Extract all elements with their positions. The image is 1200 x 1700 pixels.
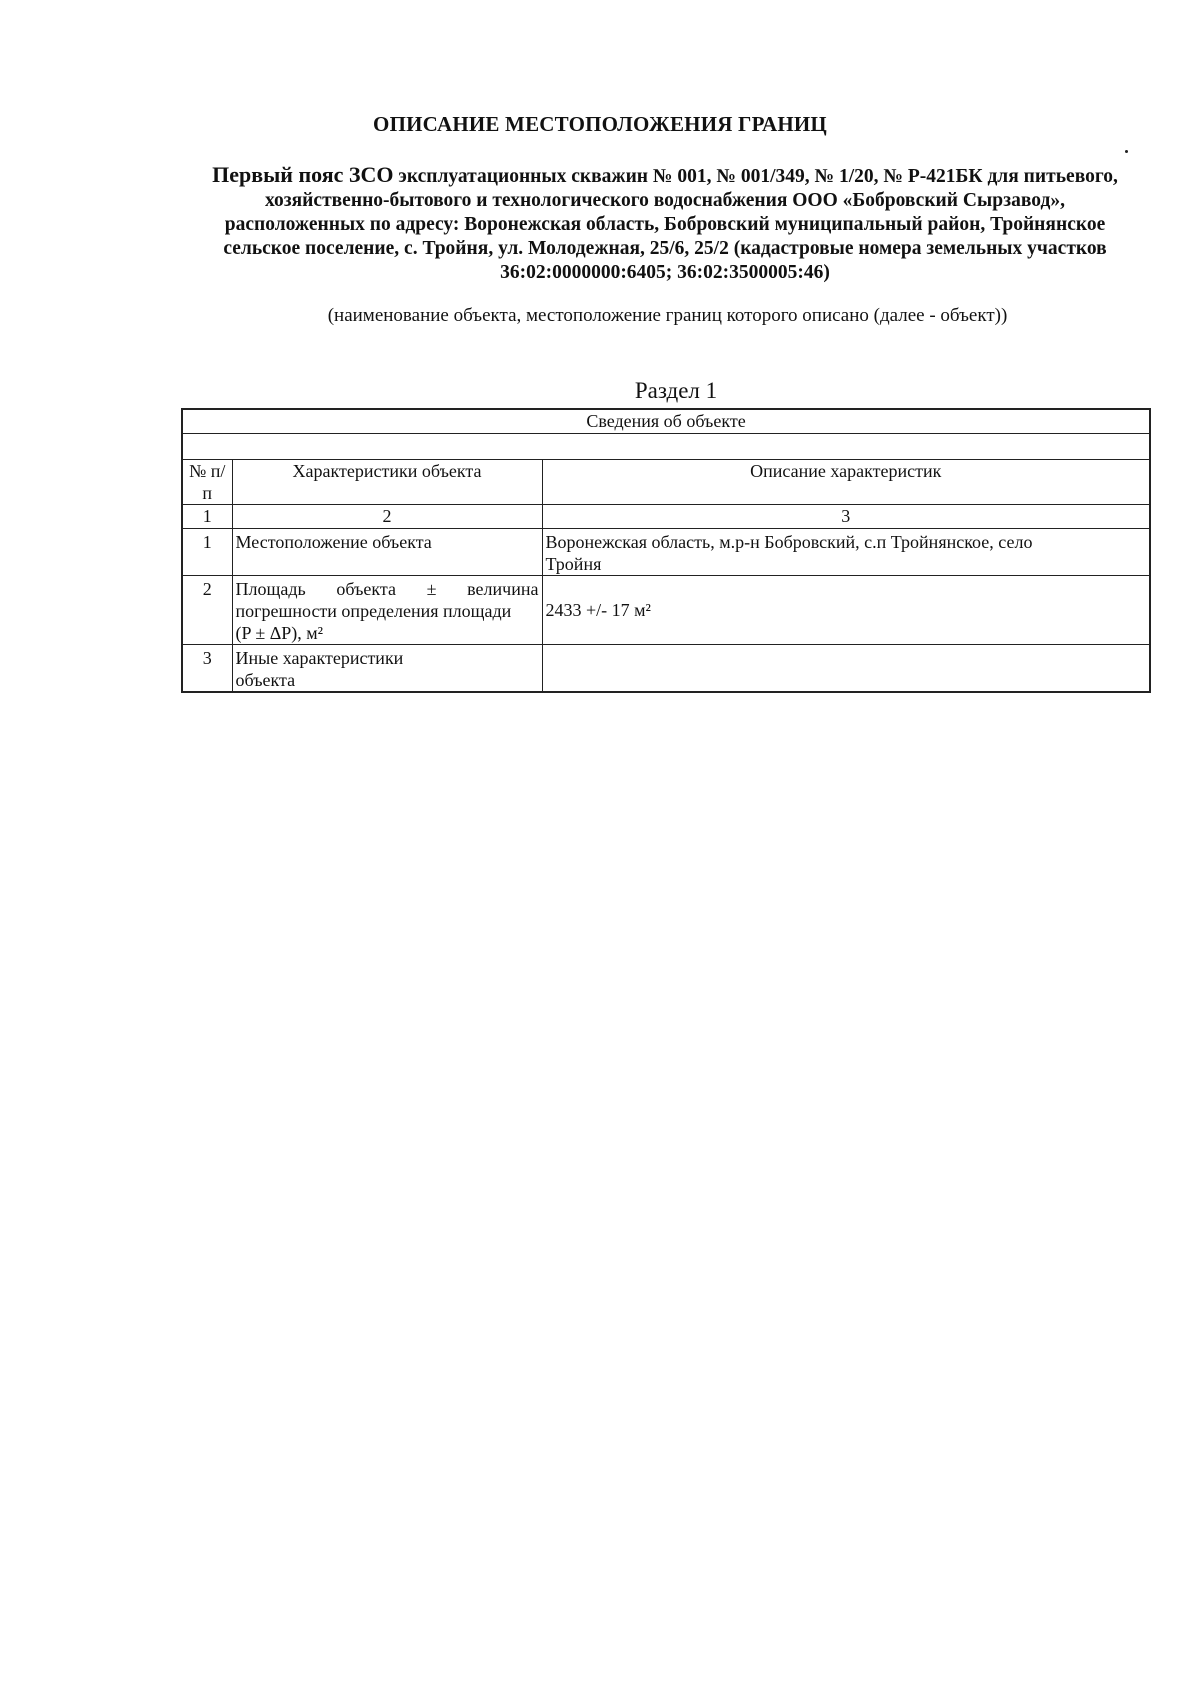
row-3-description	[542, 644, 1150, 692]
object-name-line-2: хозяйственно-бытового и технологического водоснабжения ООО «Бобровский Сырзавод»,	[265, 190, 1065, 211]
header-num: № п/п	[182, 459, 232, 504]
row-3-characteristic	[232, 644, 542, 692]
object-name	[190, 163, 1140, 285]
column-number-row	[182, 504, 1150, 528]
row-2-word-1: Площадь	[235, 578, 306, 599]
object-name-line-5: 36:02:0000000:6405; 36:02:3500005:46)	[500, 262, 830, 283]
row-1-description-line-1: Воронежская область, м.р-н Бобровский, с.п Тройнянское, село	[545, 531, 1033, 552]
table-row	[182, 575, 1150, 644]
object-name-line-3: расположенных по адресу: Воронежская область, Бобровский муниципальный район, Тройнянское	[224, 214, 1106, 235]
row-2-characteristic-line-1	[236, 578, 539, 600]
table-row	[182, 528, 1150, 575]
row-1-description-line-2: Тройня	[545, 553, 602, 574]
header-description: Описание характеристик	[542, 459, 1150, 504]
row-3-characteristic-line-2: объекта	[235, 669, 296, 690]
object-name-line-4: сельское поселение, с. Тройня, ул. Молодежная, 25/6, 25/2 (кадастровые номера земельных участков	[223, 238, 1107, 259]
row-2-description: 2433 +/- 17 м²	[542, 575, 1150, 644]
header-characteristic: Характеристики объекта	[232, 459, 542, 504]
row-1-characteristic: Местоположение объекта	[232, 528, 542, 575]
table-caption: Сведения об объекте	[182, 409, 1150, 433]
table-header-row	[182, 459, 1150, 504]
section-title: Раздел 1	[634, 378, 718, 403]
stray-dot-mark	[1125, 150, 1128, 153]
row-2-word-3: ±	[426, 578, 437, 599]
page-title: ОПИСАНИЕ МЕСТОПОЛОЖЕНИЯ ГРАНИЦ	[373, 112, 827, 136]
column-number-3: 3	[542, 504, 1150, 528]
object-info-table	[181, 408, 1151, 693]
table-empty-row	[182, 433, 1150, 459]
column-number-1: 1	[182, 504, 232, 528]
table-empty-cell	[182, 433, 1150, 459]
row-2-word-4: величина	[467, 578, 539, 599]
object-name-line-1-rest: эксплуатационных скважин № 001, № 001/349, № 1/20, № Р-421БК для питьевого,	[398, 166, 1118, 187]
row-1-description	[542, 528, 1150, 575]
row-2-characteristic-line-2: погрешности определения площади	[235, 600, 512, 621]
object-name-line-1	[190, 163, 1140, 189]
object-caption: (наименование объекта, местоположение границ которого описано (далее - объект))	[327, 305, 1008, 326]
row-2-num: 2	[182, 575, 232, 644]
object-name-lead: Первый пояс ЗСО	[212, 162, 394, 187]
row-2-characteristic	[232, 575, 542, 644]
row-2-word-2: объекта	[336, 578, 396, 599]
table-caption-row	[182, 409, 1150, 433]
row-3-num: 3	[182, 644, 232, 692]
column-number-2: 2	[232, 504, 542, 528]
row-3-characteristic-line-1: Иные характеристики	[235, 647, 404, 668]
table-row	[182, 644, 1150, 692]
row-2-characteristic-line-3: (P ± ΔP), м²	[235, 622, 324, 643]
row-1-num: 1	[182, 528, 232, 575]
